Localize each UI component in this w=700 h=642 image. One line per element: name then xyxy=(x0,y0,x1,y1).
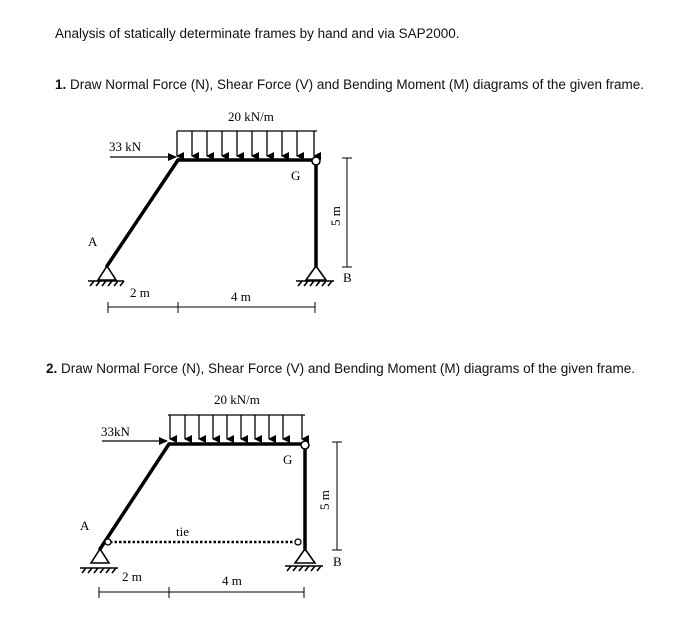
frame-1-distributed-load xyxy=(177,131,317,156)
frame-2-support-b xyxy=(285,549,323,571)
frame-2-tie-hinge-left xyxy=(105,539,111,545)
frame-2-hinge-label: G xyxy=(283,452,293,467)
frame-2-distributed-load-label: 20 kN/m xyxy=(214,392,260,407)
frame-1-support-b xyxy=(296,266,334,286)
frame-2-span-left-label: 2 m xyxy=(122,569,142,584)
problem-1-number: 1. xyxy=(55,77,67,92)
page-title: Analysis of statically determinate frames by hand and via SAP2000. xyxy=(55,26,460,41)
frame-2-tie-label: tie xyxy=(176,524,189,539)
frame-1-support-a xyxy=(88,266,124,286)
frame-2-span-right-label: 4 m xyxy=(222,573,242,588)
problem-2-number: 2. xyxy=(46,361,58,376)
frame-1-support-b-label: B xyxy=(343,270,352,285)
frame-1 xyxy=(88,109,352,313)
frame-2-tie-hinge-right xyxy=(295,539,301,545)
problem-1-text: Draw Normal Force (N), Shear Force (V) and Bending Moment (M) diagrams of the given frame. xyxy=(70,77,644,92)
frame-2-height-label: 5 m xyxy=(317,490,332,510)
frame-1-span-right-label: 4 m xyxy=(231,289,251,304)
frame-1-members xyxy=(107,160,316,266)
frame-2-hinge-g xyxy=(301,441,309,449)
frame-1-hinge-g xyxy=(312,157,320,165)
frame-2-point-load-label: 33kN xyxy=(101,424,130,439)
frame-1-support-a-label: A xyxy=(88,234,98,249)
problem-2-text: Draw Normal Force (N), Shear Force (V) and Bending Moment (M) diagrams of the given frame. xyxy=(61,361,635,376)
frame-2-support-b-label: B xyxy=(333,554,342,569)
frame-1-span-left-label: 2 m xyxy=(130,285,150,300)
frame-2-distributed-load xyxy=(168,415,305,439)
frame-1-point-load-label: 33 kN xyxy=(109,139,142,154)
frame-1-hinge-label: G xyxy=(291,168,301,183)
frame-1-height-label: 5 m xyxy=(328,206,343,226)
frame-2 xyxy=(80,392,342,598)
frame-2-support-a xyxy=(80,549,118,573)
frame-2-members xyxy=(100,444,305,549)
frame-2-support-a-label: A xyxy=(80,518,90,533)
frame-1-distributed-load-label: 20 kN/m xyxy=(228,109,274,124)
